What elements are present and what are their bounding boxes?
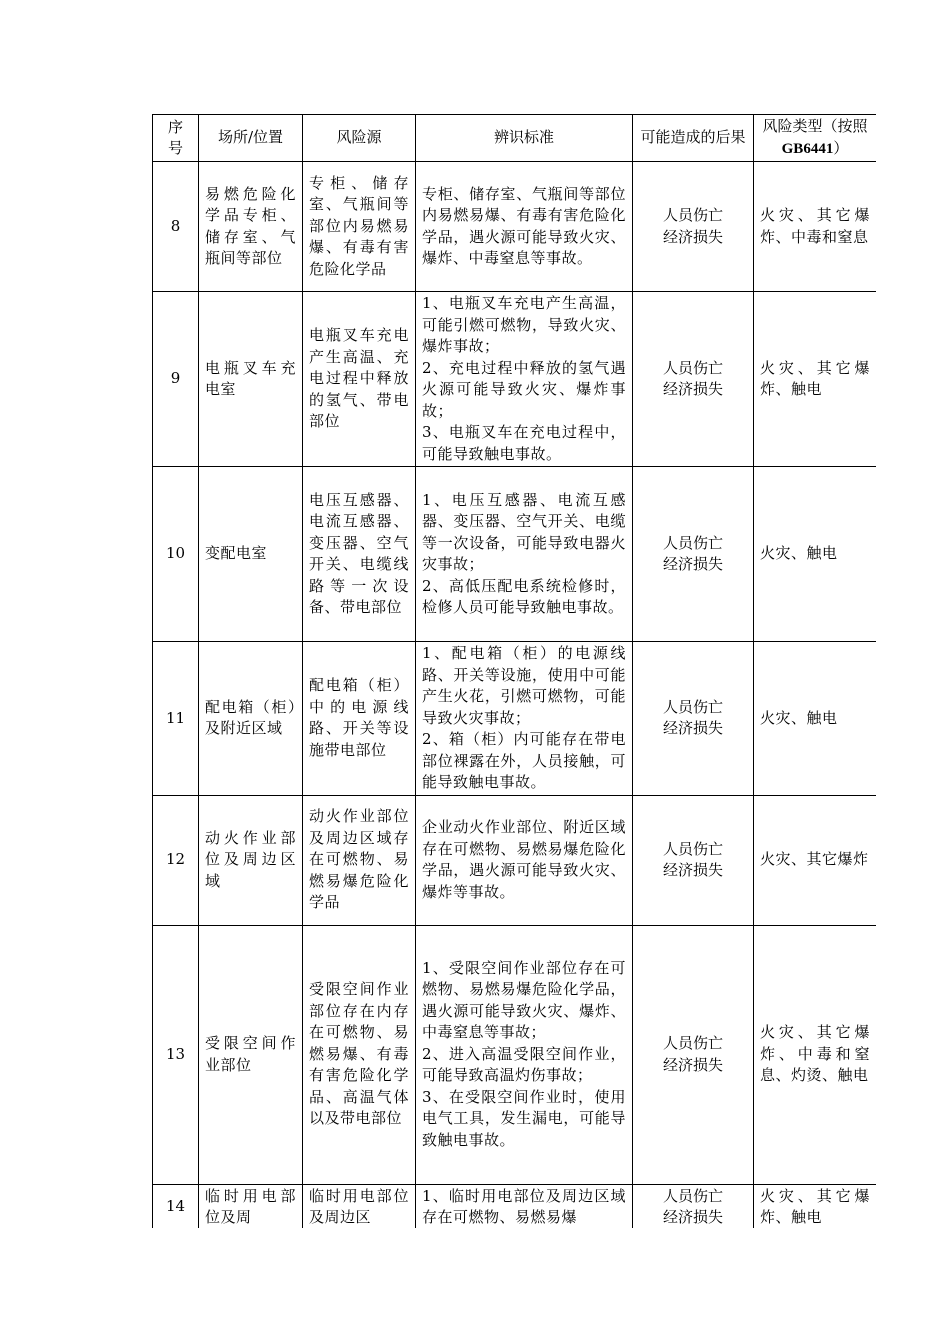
- header-no: 序号: [153, 115, 199, 162]
- row-criteria: 1、电压互感器、电流互感器、变压器、空气开关、电缆等一次设备，可能导致电器火灾事故； 2、高低压配电系统检修时，检修人员可能导致触电事故。: [416, 467, 633, 642]
- row-no: 10: [153, 467, 199, 642]
- row-no: 9: [153, 292, 199, 467]
- table-row: [153, 925, 877, 1184]
- row-criteria: 1、配电箱（柜）的电源线路、开关等设施，使用中可能产生火花，引燃可燃物，可能导致火灾事故； 2、箱（柜）内可能存在带电部位裸露在外，人员接触，可能导致触电事故。: [416, 642, 633, 796]
- row-criteria: 1、电瓶叉车充电产生高温，可能引燃可燃物，导致火灾、爆炸事故； 2、充电过程中释放的氢气遇火源可能导致火灾、爆炸事故； 3、电瓶叉车在充电过程中，可能导致触电事故。: [416, 292, 633, 467]
- table-row: [153, 795, 877, 925]
- row-risk-type: 火灾、触电: [754, 467, 877, 642]
- row-consequence: 人员伤亡 经济损失: [633, 162, 754, 292]
- row-criteria: 专柜、储存室、气瓶间等部位内易燃易爆、有毒有害危险化学品，遇火源可能导致火灾、爆炸、中毒窒息等事故。: [416, 162, 633, 292]
- header-row: [153, 115, 877, 162]
- row-source: 配电箱（柜）中的电源线路、开关等设施带电部位: [303, 642, 416, 796]
- header-risk-type-prefix: 风险类型（按照: [762, 117, 868, 135]
- row-consequence: 人员伤亡 经济损失: [633, 925, 754, 1184]
- row-no: 11: [153, 642, 199, 796]
- row-source: 电瓶叉车充电产生高温、充电过程中释放的氢气、带电部位: [303, 292, 416, 467]
- table-row: [153, 1184, 877, 1228]
- row-place: 易燃危险化学品专柜、储存室、气瓶间等部位: [199, 162, 303, 292]
- row-no: 14: [153, 1184, 199, 1228]
- row-risk-type: 火灾、其它爆炸、触电: [754, 1184, 877, 1228]
- header-place: 场所/位置: [199, 115, 303, 162]
- row-consequence: 人员伤亡 经济损失: [633, 795, 754, 925]
- row-no: 13: [153, 925, 199, 1184]
- header-consequence: 可能造成的后果: [633, 115, 754, 162]
- risk-table: [152, 114, 876, 1228]
- header-risk-type: [754, 115, 877, 162]
- row-risk-type: 火灾、触电: [754, 642, 877, 796]
- row-consequence: 人员伤亡 经济损失: [633, 1184, 754, 1228]
- row-place: 电瓶叉车充电室: [199, 292, 303, 467]
- row-risk-type: 火灾、其它爆炸、触电: [754, 292, 877, 467]
- row-place: 受限空间作业部位: [199, 925, 303, 1184]
- table-row: [153, 292, 877, 467]
- table-row: [153, 162, 877, 292]
- row-criteria: 1、临时用电部位及周边区域存在可燃物、易燃易爆: [416, 1184, 633, 1228]
- header-risk-type-suffix: ）: [833, 138, 849, 157]
- row-consequence: 人员伤亡 经济损失: [633, 642, 754, 796]
- table-row: [153, 467, 877, 642]
- header-criteria: 辨识标准: [416, 115, 633, 162]
- row-risk-type: 火灾、其它爆炸、中毒和窒息、灼烫、触电: [754, 925, 877, 1184]
- row-place: 动火作业部位及周边区域: [199, 795, 303, 925]
- row-source: 动火作业部位及周边区域存在可燃物、易燃易爆危险化学品: [303, 795, 416, 925]
- row-no: 12: [153, 795, 199, 925]
- row-consequence: 人员伤亡 经济损失: [633, 467, 754, 642]
- row-source: 电压互感器、电流互感器、变压器、空气开关、电缆线路等一次设备、带电部位: [303, 467, 416, 642]
- row-criteria: 企业动火作业部位、附近区域存在可燃物、易燃易爆危险化学品，遇火源可能导致火灾、爆炸等事故。: [416, 795, 633, 925]
- row-criteria: 1、受限空间作业部位存在可燃物、易燃易爆危险化学品，遇火源可能导致火灾、爆炸、中毒窒息等事故； 2、进入高温受限空间作业，可能导致高温灼伤事故； 3、在受限空间作业时，使用电气工具，发生漏电，可能导致触电事故。: [416, 925, 633, 1184]
- row-no: 8: [153, 162, 199, 292]
- row-source: 临时用电部位及周边区: [303, 1184, 416, 1228]
- row-risk-type: 火灾、其它爆炸: [754, 795, 877, 925]
- row-consequence: 人员伤亡 经济损失: [633, 292, 754, 467]
- document-page: [152, 114, 876, 1228]
- row-risk-type: 火灾、其它爆炸、中毒和窒息: [754, 162, 877, 292]
- header-risk-type-std: GB6441: [781, 140, 834, 157]
- row-place: 配电箱（柜）及附近区域: [199, 642, 303, 796]
- row-source: 受限空间作业部位存在内存在可燃物、易燃易爆、有毒有害危险化学品、高温气体以及带电部位: [303, 925, 416, 1184]
- row-source: 专柜、储存室、气瓶间等部位内易燃易爆、有毒有害危险化学品: [303, 162, 416, 292]
- table-row: [153, 642, 877, 796]
- row-place: 变配电室: [199, 467, 303, 642]
- row-place: 临时用电部位及周: [199, 1184, 303, 1228]
- header-source: 风险源: [303, 115, 416, 162]
